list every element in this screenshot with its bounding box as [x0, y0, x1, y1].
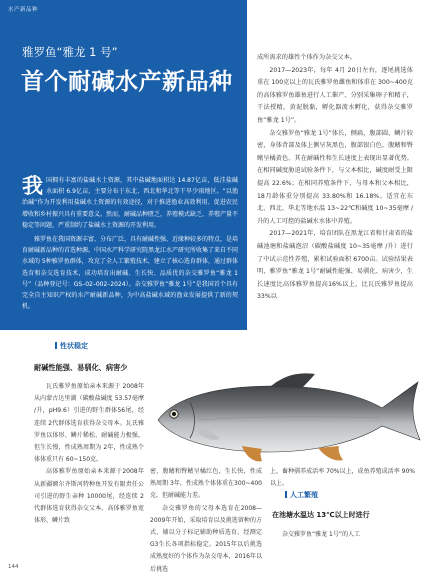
- right-column: [257, 52, 413, 304]
- intro-paragraph-2: 雅罗鱼在我国资源丰富、分布广泛，具有耐碱性强、近缘种较多的特点，是培育耐碱新品种的首选种源。中国水产科学研究院黑龙江水产研究所收集了来自不同水域的 5种雅罗鱼群体，攻克了全人工繁殖技术，建立了核心选育群体，通过群体选育和杂交选育技术，成功培育出耐碱、生长快、品质优的杂交雅罗鱼“雅龙 1号”（品种登记号：GS–02–002–2024）。杂交雅罗鱼“雅龙 1号”是我国首个具有完全自主知识产权的水产耐碱新品种，为中高盐碱水域的渔业发展提供了新的契机。: [22, 236, 239, 311]
- column-paragraph: 上，畜种驯养成活率 70%以上，成鱼养殖成活率 90%以上。: [270, 468, 415, 488]
- article-title: 首个耐碱水产新品种: [21, 69, 233, 95]
- section-tag-stable: 性状稳定: [60, 342, 88, 350]
- title-banner: [0, 0, 247, 330]
- column-paragraph: 密，腹鳍和臀鳍呈橘红色，生长快，性成熟周期 3年，性成熟个体体重在300~400克，但耐碱能力差。: [150, 468, 262, 500]
- right-paragraph: 2017—2023年，每年 4月 20日左右，逐尾挑选体重在 100克以上的瓦氏雅罗鱼雌鱼和体重在 300~400克的高体雅罗鱼雄鱼进行人工催产、分别采集卵子和精子，干法授精，黄泥脱黏，孵化器流水孵化，获得杂交雅罗鱼“雅龙 1号”。: [257, 66, 413, 124]
- lower-column-1: [34, 381, 144, 527]
- section-heading-breeding: 在池塘水温达 13℃以上时进行: [272, 511, 370, 519]
- breeding-column: [270, 529, 415, 541]
- lower-column-2: [150, 466, 262, 576]
- intro-paragraph-1: 国拥有丰富的盐碱水土资源，其中盐碱地面积达 14.87亿亩，低洼盐碱水面积 6.9亿亩，主要分布于东北、西北和华北等干旱少雨地区。“以渔治碱”作为开发利用盐碱水土资源的有效途径，对于推进渔业高效利用、促进农民增收和乡村振兴具有重要意义。然而，耐碱品种匮乏，养殖模式缺乏，养殖产量不稳定等问题，严重制约了盐碱水土资源的开发利用。: [22, 177, 239, 229]
- right-paragraph: 2017—2021年，培育团队在黑龙江省和甘肃省的盐碱池塘和盐碱泡沼（碳酸盐碱度 10~35毫摩 /升）进行了中试示范性养殖，累积试验面积 6700亩。试验结果表明，雅罗鱼“雅龙 1号”耐碱性能强、易驯化、病害少，生长速度比高体雅罗鱼提高16%以上，比瓦氏雅罗鱼提高 33%以: [257, 230, 413, 301]
- column-paragraph: 瓦氏雅罗鱼原始亲本来源于 2008年从内蒙古达里湖（碳酸盐碱度 53.57毫摩 /升，pH9.6）引进的野生群体56尾，经连续 2代群体选育获得杂交母本。瓦氏雅罗鱼以体形、鳞片稀松、耐碱能力极强，但生长慢，性成熟周期为 2年，性成熟个体体重只有 60~150克。: [34, 383, 144, 464]
- section-heading-traits: 耐碱性能强、易驯化、病害少: [34, 363, 128, 372]
- column-paragraph: 杂交雅罗鱼的父母本选育在2008—2009年开始，采取培育以及挑选留种的方式，辅以分子标记辅助种质选育，经测定 G3生长各项指标稳定。2015年以后挑选成熟度好的个体作为杂交母本，2016年以后挑选: [150, 504, 262, 573]
- column-paragraph: 高体雅罗鱼原始亲本来源于2008年从新疆额尔齐斯河特种鱼开发有限责任公司引进的野生亲种 10000尾，经连续 2代群体选育获得杂交父本。高体雅罗鱼宽体形，鳞片致: [34, 468, 144, 525]
- right-paragraph: 杂交雅罗鱼“雅龙 1号”体长，侧扁，腹部圆，鳞片较密，身体背部及体上侧呈灰黑色，腹部银白色，腹鳍和臀鳍呈橘黄色。其在耐碱性和生长速度上表现出显著优势。在相同碱度胁迫试验条件下，与父本相比，碱度耐受上限提高 22.6%；在相同养殖条件下，与母本和父本相比，18月龄体重分别提高 33.80%和 16.18%。适宜在东北、西北、华北等地水温 13~22℃和碱度 10~35毫摩 /升的人工可控的盐碱水水体中养殖。: [257, 129, 413, 225]
- page-number: 144: [8, 564, 19, 570]
- dropcap: 我: [22, 174, 43, 198]
- column-paragraph: 杂交雅罗鱼“雅龙 1号”的人工: [282, 531, 360, 538]
- section-tag: 水产新品种: [8, 7, 39, 13]
- intro-text: [22, 175, 238, 312]
- lower-column-3: [270, 466, 415, 490]
- article-subtitle: 雅罗鱼“雅龙 1 号”: [22, 45, 118, 59]
- fish-photo: [150, 368, 427, 466]
- section-tag-breeding: 人工繁殖: [290, 491, 318, 499]
- right-paragraph: 成所需求的雄性个体作为杂交父本。: [257, 54, 356, 61]
